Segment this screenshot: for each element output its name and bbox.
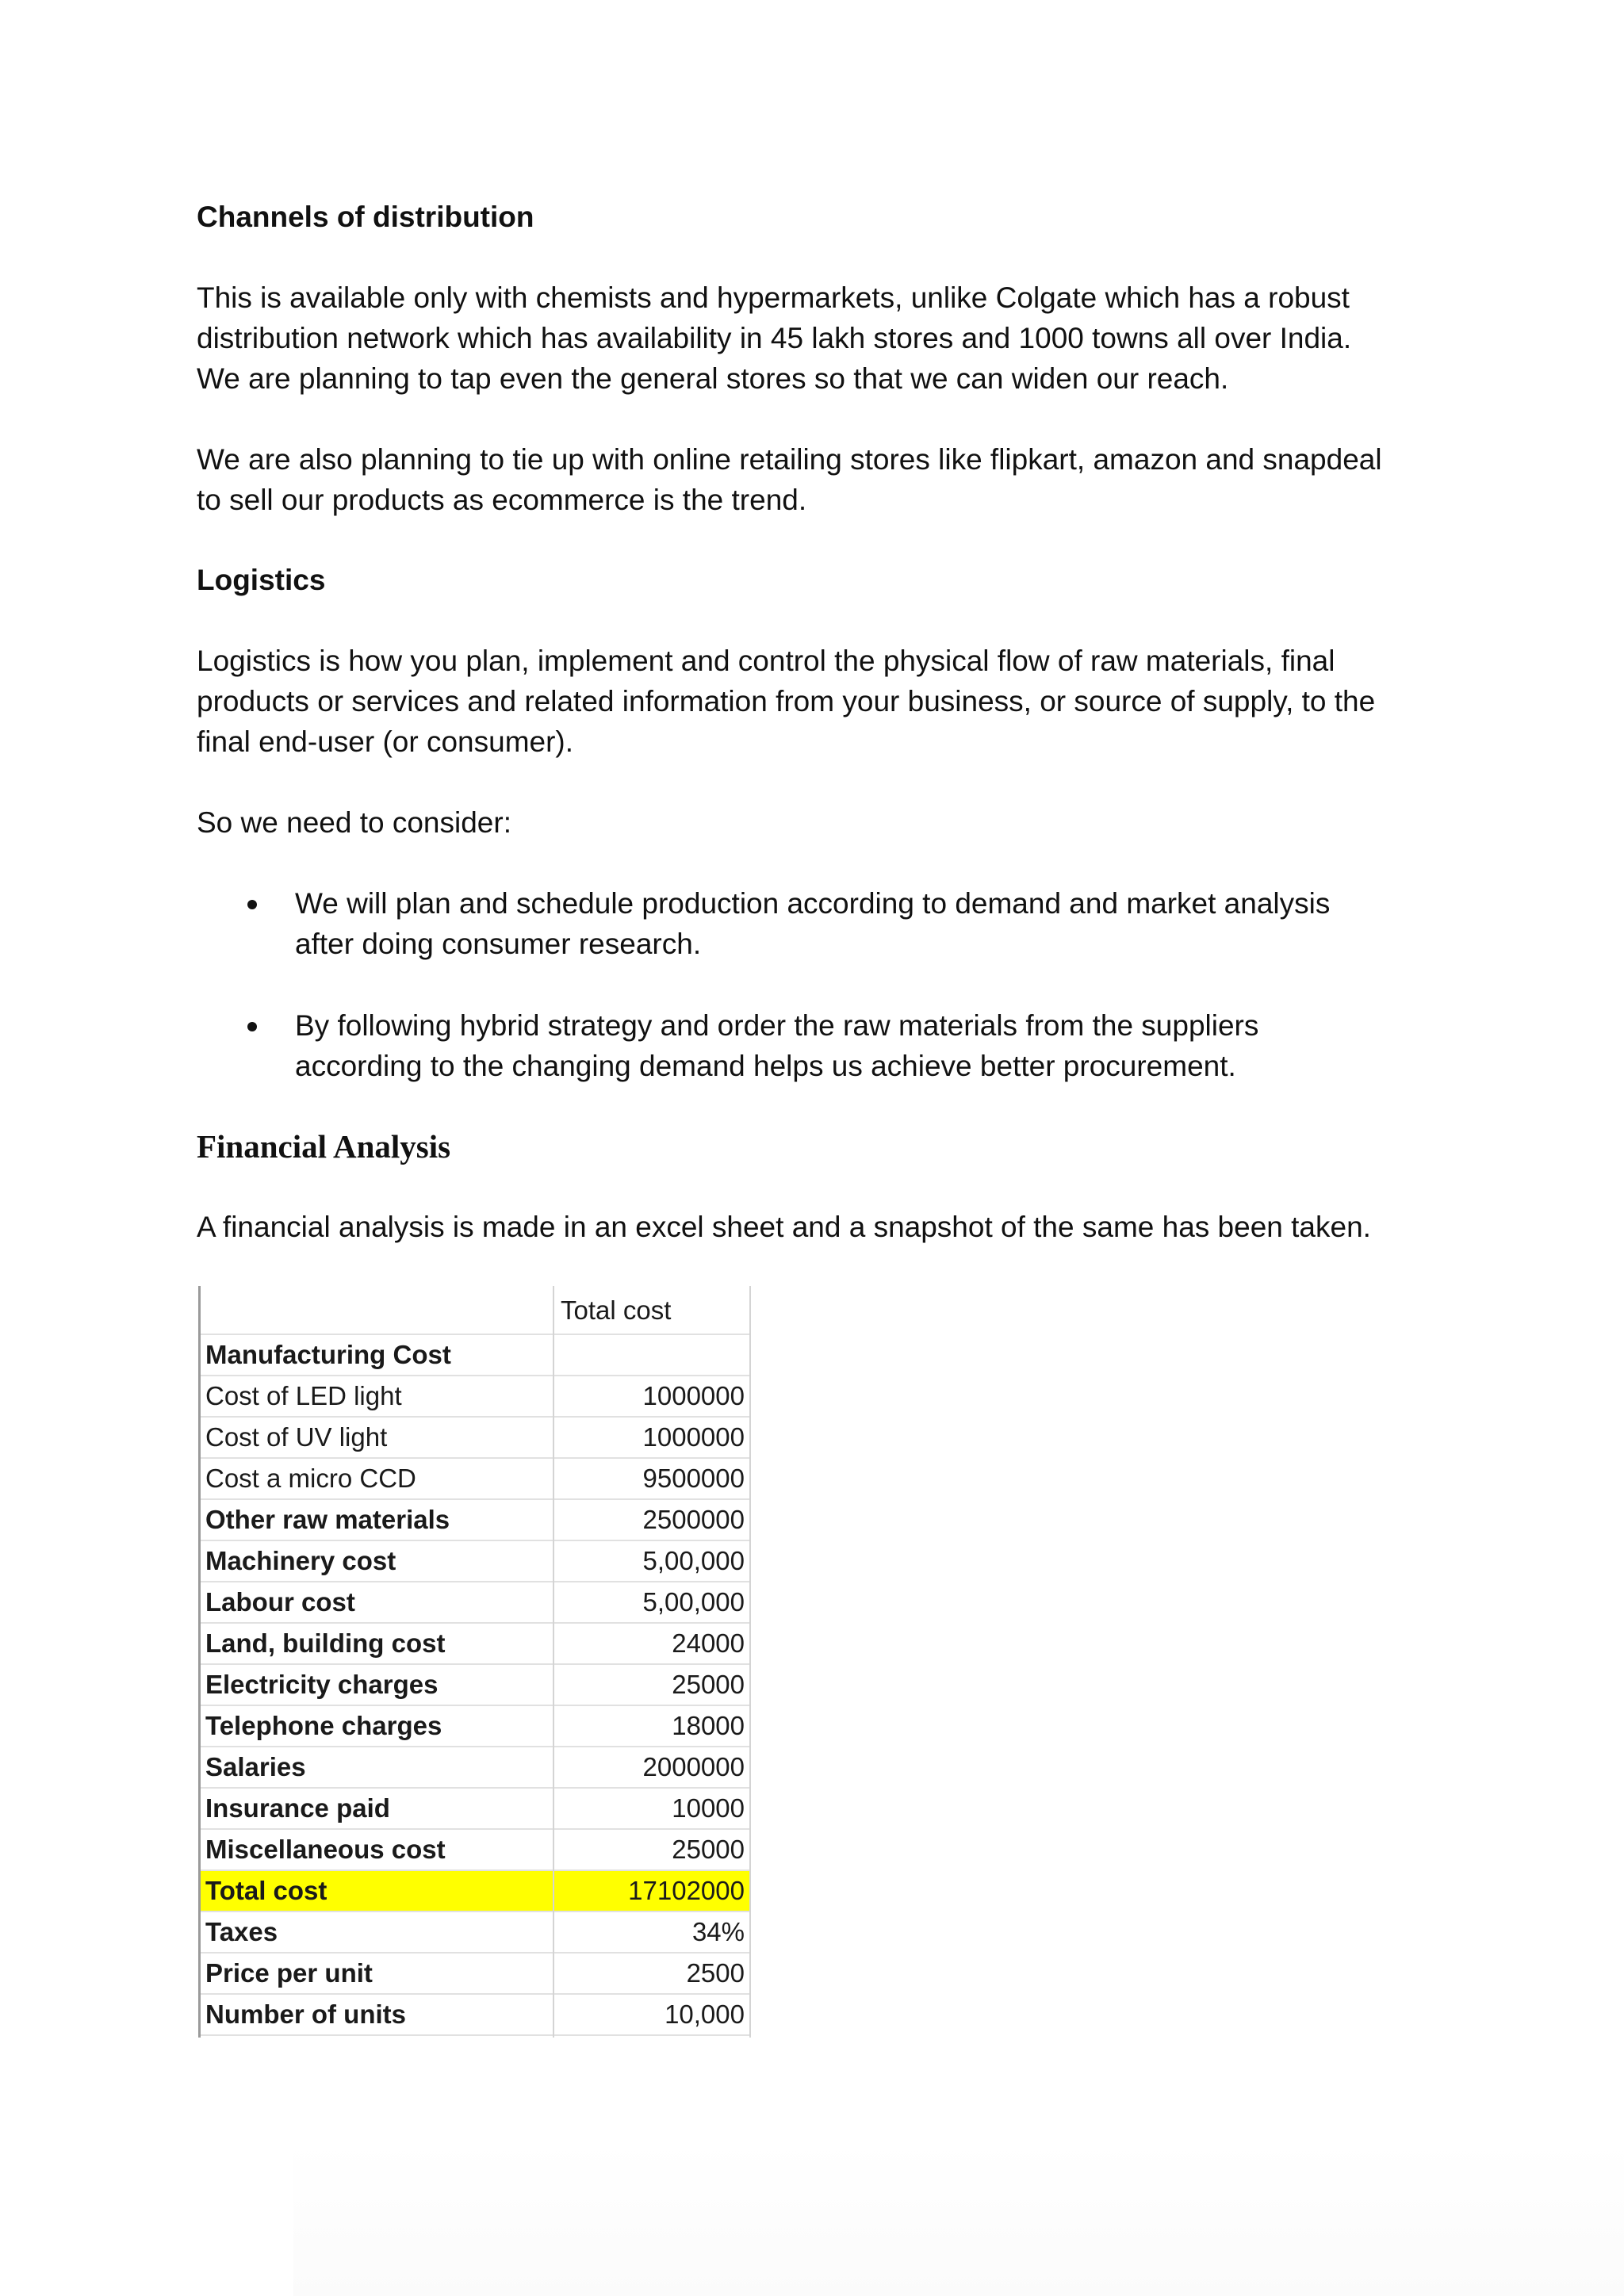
table-row	[201, 1624, 749, 1665]
text-line: after doing consumer research.	[295, 928, 702, 960]
text-line: according to the changing demand helps us achieve better procurement.	[295, 1050, 1236, 1082]
text-line: to sell our products as ecommerce is the trend.	[197, 484, 807, 516]
row-value: 17102000	[628, 1876, 745, 1905]
text-line: By following hybrid strategy and order the raw materials from the suppliers	[295, 1009, 1259, 1042]
channels-paragraph-1	[197, 277, 1434, 399]
financial-paragraph: A financial analysis is made in an excel sheet and a snapshot of the same has been taken.	[197, 1211, 1371, 1243]
table-row	[201, 1995, 749, 2036]
row-label: Total cost	[205, 1876, 327, 1905]
row-label: Taxes	[205, 1917, 278, 1946]
table-row	[201, 1418, 749, 1459]
text-line: We will plan and schedule production according to demand and market analysis	[295, 887, 1331, 920]
bullet-text	[295, 1005, 1258, 1086]
bullet-icon	[247, 1022, 257, 1031]
row-value: 1000000	[642, 1381, 745, 1410]
row-label: Cost of LED light	[205, 1381, 402, 1410]
row-label: Other raw materials	[205, 1505, 450, 1534]
page-shade	[293, 2141, 1624, 2296]
text-line: We are also planning to tie up with online retailing stores like flipkart, amazon and snapdeal	[197, 443, 1382, 476]
column-divider	[749, 1286, 751, 2038]
text-line: distribution network which has availability in 45 lakh stores and 1000 towns all over India.	[197, 322, 1352, 354]
row-value: 1000000	[642, 1422, 745, 1452]
table-row	[201, 1912, 749, 1954]
table-row	[201, 1335, 749, 1376]
row-label: Insurance paid	[205, 1793, 390, 1823]
total-row	[201, 1871, 749, 1912]
text-line: This is available only with chemists and hypermarkets, unlike Colgate which has a robust	[197, 281, 1350, 314]
row-value: 10000	[672, 1793, 745, 1823]
row-label: Number of units	[205, 1999, 406, 2029]
row-label: Machinery cost	[205, 1546, 396, 1575]
table-row	[201, 1747, 749, 1789]
table-row	[201, 1500, 749, 1541]
channels-paragraph-2	[197, 439, 1434, 520]
channels-heading: Channels of distribution	[197, 201, 534, 233]
row-label: Salaries	[205, 1752, 306, 1781]
row-label: Telephone charges	[205, 1711, 442, 1740]
text-line: We are planning to tap even the general stores so that we can widen our reach.	[197, 362, 1229, 395]
row-label: Manufacturing Cost	[205, 1340, 451, 1369]
sheet-header-row	[201, 1286, 749, 1335]
table-row	[201, 1541, 749, 1582]
financial-heading: Financial Analysis	[197, 1128, 451, 1165]
row-value: 2000000	[642, 1752, 745, 1781]
column-divider	[553, 1286, 554, 2038]
bullet-icon	[247, 900, 257, 909]
row-value: 10,000	[665, 1999, 745, 2029]
column-header: Total cost	[561, 1295, 672, 1325]
row-label: Price per unit	[205, 1958, 373, 1988]
table-row	[201, 1954, 749, 1995]
row-value: 18000	[672, 1711, 745, 1740]
row-value: 5,00,000	[642, 1546, 745, 1575]
row-value: 2500000	[642, 1505, 745, 1534]
row-label: Miscellaneous cost	[205, 1835, 446, 1864]
row-label: Labour cost	[205, 1587, 355, 1617]
logistics-intro: So we need to consider:	[197, 806, 511, 839]
row-value: 5,00,000	[642, 1587, 745, 1617]
text-line: final end-user (or consumer).	[197, 725, 574, 758]
row-value: 2500	[686, 1958, 745, 1988]
text-line: Logistics is how you plan, implement and control the physical flow of raw materials, final	[197, 645, 1335, 677]
table-row	[201, 1665, 749, 1706]
row-label: Cost a micro CCD	[205, 1464, 416, 1493]
row-label: Cost of UV light	[205, 1422, 388, 1452]
row-value: 9500000	[642, 1464, 745, 1493]
table-row	[201, 1789, 749, 1830]
table-row	[201, 1582, 749, 1624]
row-value: 25000	[672, 1835, 745, 1864]
row-value: 24000	[672, 1628, 745, 1658]
row-label: Land, building cost	[205, 1628, 446, 1658]
row-value: 25000	[672, 1670, 745, 1699]
text-line: products or services and related information from your business, or source of supply, to the	[197, 685, 1376, 718]
table-row	[201, 1459, 749, 1500]
table-row	[201, 1706, 749, 1747]
spreadsheet-snapshot	[197, 1286, 768, 2038]
logistics-paragraph	[197, 641, 1434, 762]
table-row	[201, 1376, 749, 1418]
sheet-border	[198, 1286, 201, 2038]
bullet-text	[295, 883, 1330, 964]
table-row	[201, 1830, 749, 1871]
row-value: 34%	[691, 1917, 745, 1946]
row-label: Electricity charges	[205, 1670, 439, 1699]
logistics-heading: Logistics	[197, 564, 326, 596]
